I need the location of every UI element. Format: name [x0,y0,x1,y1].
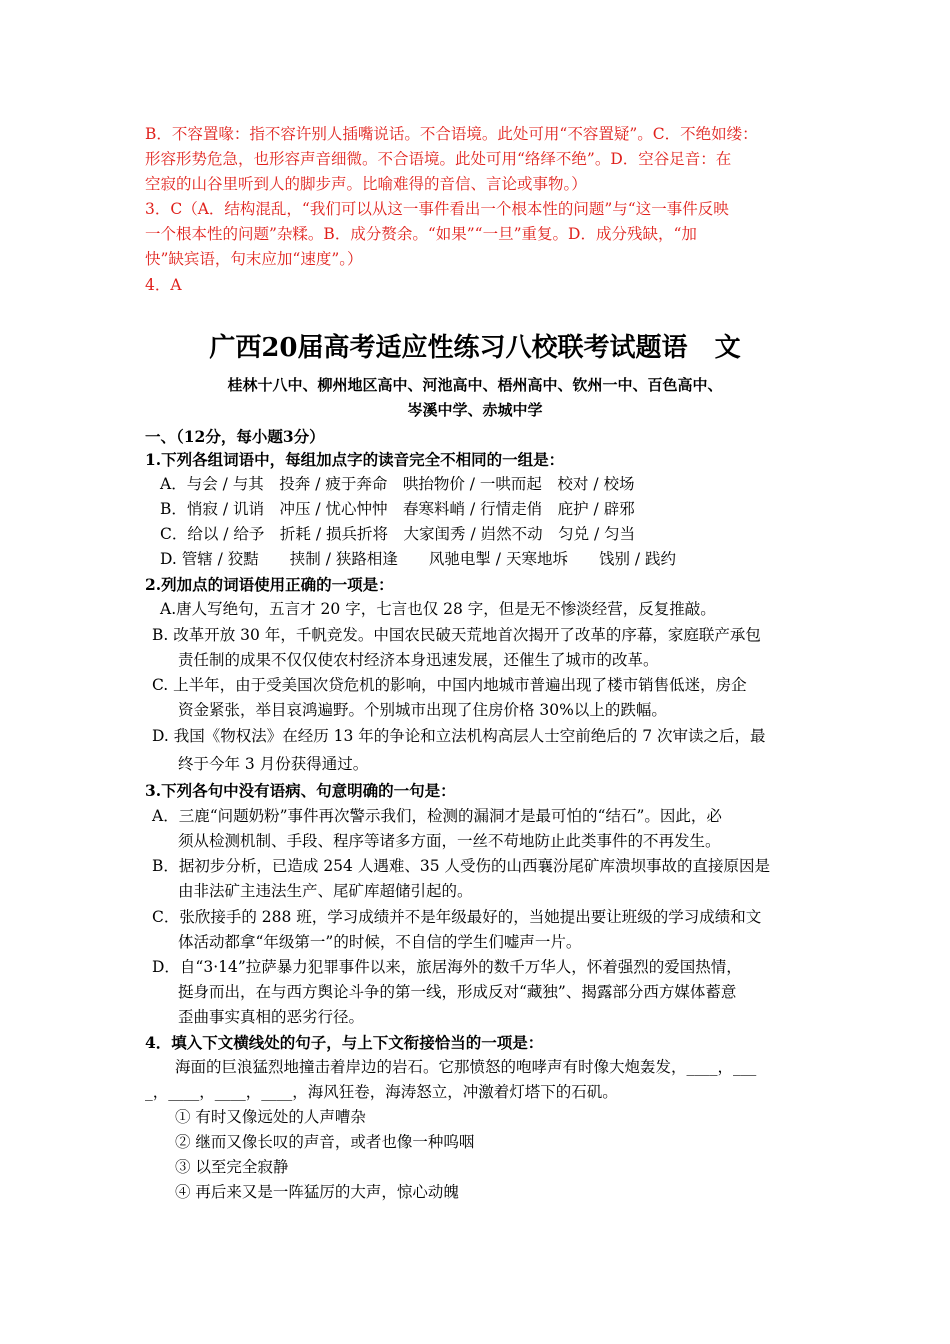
option-a: A．与会 / 与其 投奔 / 疲于奔命 哄抬物价 / 一哄而起 校对 / 校场 [160,475,635,493]
question-stem: 4．填入下文横线处的句子，与上下文衔接恰当的一项是： [145,1033,544,1052]
option-c-continued: 体活动都拿“年级第一”的时候，不自信的学生们嘘声一片。 [178,933,582,951]
option-d: D. 我国《物权法》在经历 13 年的争论和立法机构高层人士空前绝后的 7 次审读之后，最 [152,727,766,745]
question-stem: 3.下列各句中没有语病、句意明确的一句是： [145,781,456,800]
passage-line: 海面的巨浪猛烈地撞击着岸边的岩石。它那愤怒的咆哮声有时像大炮轰发，____，___ [175,1058,757,1076]
option-c: C．给以 / 给予 折耗 / 损兵折将 大家闺秀 / 岿然不动 匀兑 / 匀当 [160,525,636,543]
sentence-option: ① 有时又像远处的人声嘈杂 [175,1108,366,1126]
question-stem: 1.下列各组词语中，每组加点字的读音完全不相同的一组是： [145,450,565,469]
sentence-option: ④ 再后来又是一阵猛厉的大声，惊心动魄 [175,1183,459,1201]
option-c: C．张欣接手的 288 班，学习成绩并不是年级最好的，当她提出要让班级的学习成绩和文 [152,908,762,926]
option-d: D．自“3·14”拉萨暴力犯罪事件以来，旅居海外的数千万华人，怀着强烈的爱国热情， [152,958,742,976]
option-c-continued: 资金紧张，举目哀鸿遍野。个别城市出现了住房价格 30%以上的跌幅。 [178,701,667,719]
option-a: A.唐人写绝句，五言才 20 字，七言也仅 28 字，但是无不惨淡经营，反复推敲。 [160,600,716,618]
answer-line: 形容形势危急，也形容声音细微。不合语境。此处可用“络绎不绝”。D．空谷足音：在 [145,150,732,168]
option-d-continued: 终于今年 3 月份获得通过。 [178,755,369,773]
answer-line: B．不容置喙：指不容许别人插嘴说话。不合语境。此处可用“不容置疑”。C．不绝如缕： [145,125,758,143]
option-a: A．三鹿“问题奶粉”事件再次警示我们，检测的漏洞才是最可怕的“结石”。因此，必 [152,807,722,825]
option-a-continued: 须从检测机制、手段、程序等诸多方面，一丝不苟地防止此类事件的不再发生。 [178,832,721,850]
answer-line: 4．A [145,276,182,294]
passage-line: _，____，____，____，海风狂卷，海涛怒立，冲激着灯塔下的石矶。 [145,1083,618,1101]
answer-line: 一个根本性的问题”杂糅。B．成分赘余。“如果”“一旦”重复。D．成分残缺，“加 [145,225,697,243]
answer-line: 空寂的山谷里听到人的脚步声。比喻难得的音信、言论或事物。） [145,175,587,193]
exam-title: 广西20届高考适应性练习八校联考试题语 文 [209,333,741,363]
option-b: B．据初步分析，已造成 254 人遇难、35 人受伤的山西襄汾尾矿库溃坝事故的直接原因是 [152,857,770,875]
answer-line: 3．C（A．结构混乱，“我们可以从这一事件看出一个根本性的问题”与“这一事件反映 [145,200,729,218]
option-d: D. 管辖 / 狡黠 挟制 / 狭路相逢 风驰电掣 / 天寒地坼 饯别 / 践约 [160,550,677,568]
option-b-continued: 由非法矿主违法生产、尾矿库超储引起的。 [178,882,473,900]
schools-line: 岑溪中学、赤城中学 [407,401,543,419]
option-c: C. 上半年，由于受美国次贷危机的影响，中国内地城市普遍出现了楼市销售低迷，房企 [152,676,747,694]
option-b: B. 改革开放 30 年，千帆竞发。中国农民破天荒地首次揭开了改革的序幕，家庭联产承包 [152,626,761,644]
question-stem: 2.列加点的词语使用正确的一项是： [145,575,394,594]
answer-line: 快”缺宾语，句末应加“速度”。） [145,250,363,268]
option-d-continued: 挺身而出，在与西方舆论斗争的第一线，形成反对“藏独”、揭露部分西方媒体蓄意 [178,983,737,1001]
option-d-continued: 歪曲事实真相的恶劣行径。 [178,1008,365,1026]
sentence-option: ② 继而又像长叹的声音，或者也像一种呜咽 [175,1133,475,1151]
section-heading: 一、（12分，每小题3分） [145,427,325,446]
sentence-option: ③ 以至完全寂静 [175,1158,289,1176]
schools-line: 桂林十八中、柳州地区高中、河池高中、梧州高中、钦州一中、百色高中、 [227,376,723,394]
option-b: B．悄寂 / 讥诮 冲压 / 忧心忡忡 春寒料峭 / 行情走俏 庇护 / 辟邪 [160,500,635,518]
option-b-continued: 责任制的成果不仅仅使农村经济本身迅速发展，还催生了城市的改革。 [178,651,659,669]
